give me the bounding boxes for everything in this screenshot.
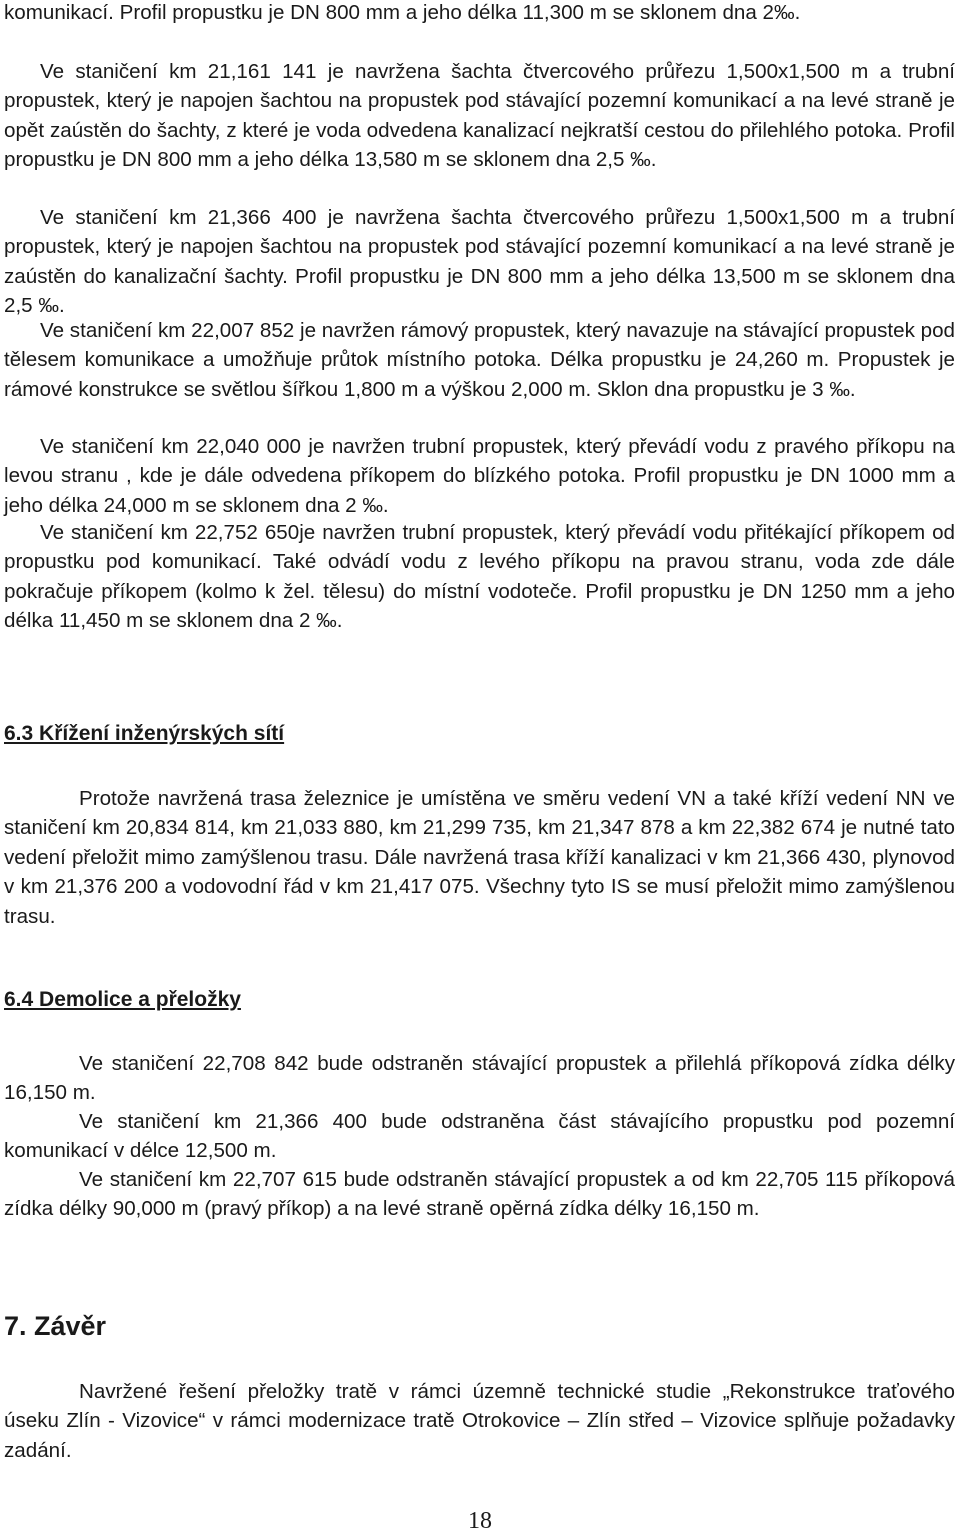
section-heading-7: 7. Závěr: [4, 1311, 107, 1341]
paragraph-demolition-1: Ve staničení 22,708 842 bude odstraněn stávající propustek a přilehlá příkopová zídka délky 16,150 m.: [4, 1052, 955, 1105]
paragraph-conclusion: Navržené řešení přeložky tratě v rámci územně technické studie „Rekonstrukce traťového úseku Zlín - Vizovice“ v rámci modernizace tratě Otrokovice – Zlín střed – Vizovice splňuje požadavky zadání.: [4, 1380, 955, 1462]
section-heading-6-3: 6.3 Křížení inženýrských sítí: [4, 722, 285, 745]
paragraph-utility-crossings: Protože navržená trasa železnice je umístěna ve směru vedení VN a také kříží vedení NN ve staničení km 20,834 814, km 21,033 880, km 21,299 735, km 21,347 878 a km 22,382 674 je nutné tato vedení přeložit mimo zamýšlenou trasu. Dále navržená trasa kříží kanalizaci v km 21,366 430, plynovod v km 21,376 200 a vodovodní řád v km 21,417 075. Všechny tyto IS se musí přeložit mimo zamýšlenou trasu.: [4, 787, 955, 928]
paragraph-continuation: komunikací. Profil propustku je DN 800 mm a jeho délka 11,300 m se sklonem dna 2‰.: [4, 1, 801, 24]
section-heading-6-4: 6.4 Demolice a přeložky: [4, 988, 241, 1011]
paragraph-culvert-22752: Ve staničení km 22,752 650je navržen trubní propustek, který převádí vodu přitékající příkopem od propustku pod komunikací. Také odvádí vodu z levého příkopu na pravou stranu, voda zde dále pokračuje příkopem (kolmo k žel. tělesu) do místní vodoteče. Profil propustku je DN 1250 mm a jeho délka 11,450 m se sklonem dna 2 ‰.: [4, 521, 955, 633]
paragraph-culvert-21366: Ve staničení km 21,366 400 je navržena šachta čtvercového průřezu 1,500x1,500 m a trubní propustek, který je napojen šachtou na propustek pod stávající pozemní komunikací a na levé straně je zaústěn do kanalizační šachty. Profil propustku je DN 800 mm a jeho délka 13,500 m se sklonem dna 2,5 ‰.: [4, 206, 955, 318]
page-number: 18: [468, 1508, 492, 1534]
paragraph-culvert-22007: Ve staničení km 22,007 852 je navržen rámový propustek, který navazuje na stávající propustek pod tělesem komunikace a umožňuje průtok místního potoka. Délka propustku je 24,260 m. Propustek je rámové konstrukce se světlou šířkou 1,800 m a výškou 2,000 m. Sklon dna propustku je 3 ‰.: [4, 319, 955, 401]
paragraph-culvert-22040: Ve staničení km 22,040 000 je navržen trubní propustek, který převádí vodu z pravého příkopu na levou stranu , kde je dále odvedena příkopem do blízkého potoka. Profil propustku je DN 1000 mm a jeho délka 24,000 m se sklonem dna 2 ‰.: [4, 435, 955, 517]
paragraph-culvert-21161: Ve staničení km 21,161 141 je navržena šachta čtvercového průřezu 1,500x1,500 m a trubní propustek, který je napojen šachtou na propustek pod stávající pozemní komunikací a na levé straně je opět zaústěn do šachty, z které je voda odvedena kanalizací nejkratší cestou do přilehlého potoka. Profil propustku je DN 800 mm a jeho délka 13,580 m se sklonem dna 2,5 ‰.: [4, 60, 955, 172]
paragraph-demolition-2: Ve staničení km 21,366 400 bude odstraněna část stávajícího propustku pod pozemní komunikací v délce 12,500 m.: [4, 1110, 955, 1163]
paragraph-demolition-3: Ve staničení km 22,707 615 bude odstraněn stávající propustek a od km 22,705 115 příkopová zídka délky 90,000 m (pravý příkop) a na levé straně opěrná zídka délky 16,150 m.: [4, 1168, 955, 1221]
